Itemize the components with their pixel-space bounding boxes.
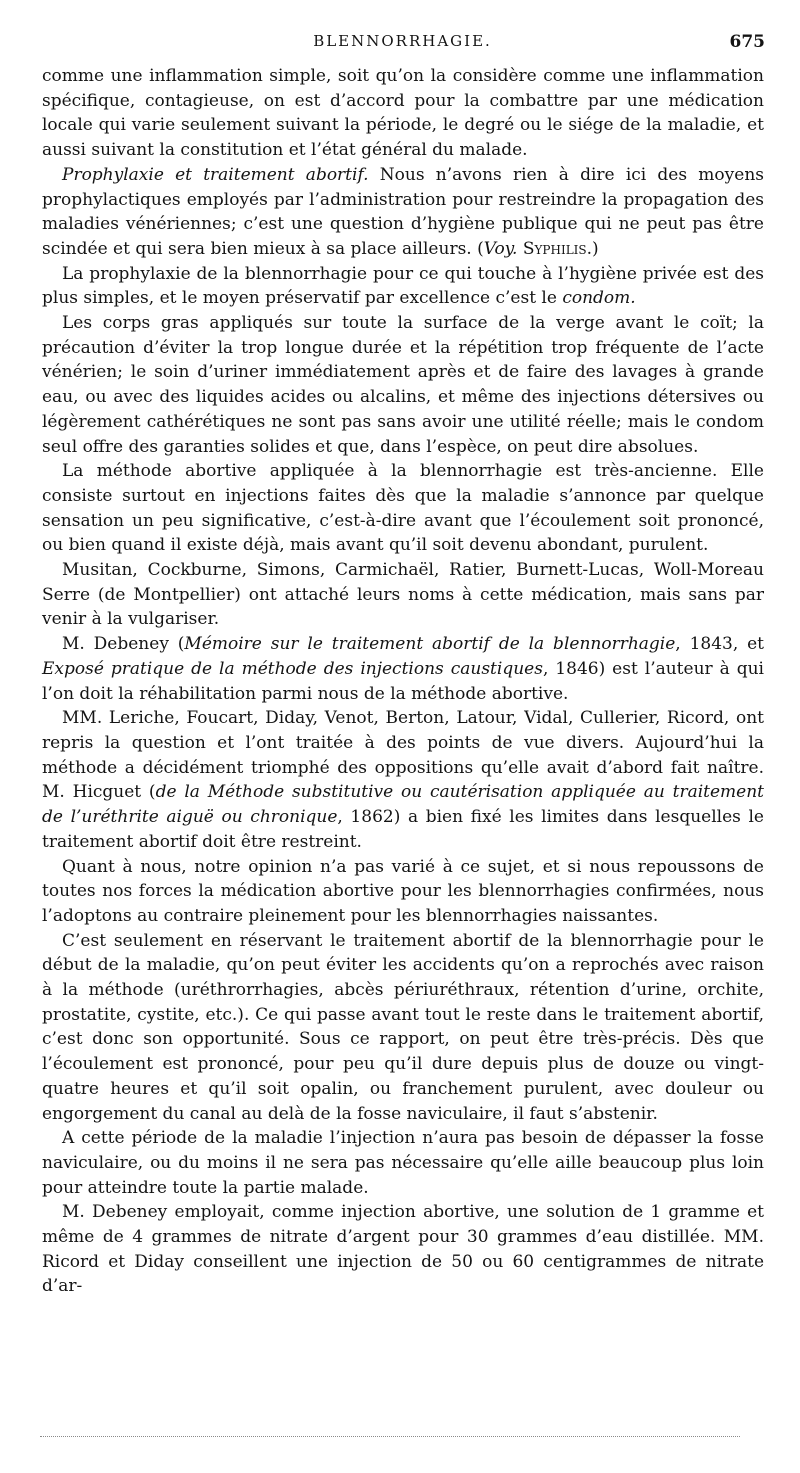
text-run: C’est seulement en réservant le traitement abortif de la blennorrhagie pour le début de la maladie, qu’on peut éviter les accidents qu’on a reprochés avec raison à la méthode (uréthrorrhagies, abcès périuréthraux, rétention d’urine, orchite, prostatite, cystite, etc.). Ce qui passe avant tout le reste dans le traitement abortif, c’est donc son opportunité. Sous ce rapport, on peut être très-précis. Dès que l’écoulement est prononcé, pour peu qu’il dure depuis plus de douze ou vingt-quatre heures et qu’il soit opalin, ou franchement purulent, avec douleur ou engorgement du canal au delà de la fosse naviculaire, il faut s’abstenir. (42, 930, 764, 1124)
page-number: 675 (729, 32, 765, 52)
paragraph (42, 459, 764, 558)
text-run: La méthode abortive appliquée à la blennorrhagie est très-ancienne. Elle consiste surtout en injections faites dès que la maladie s’annonce par quelque sensation un peu significative, c’est-à-dire avant que l’écoulement soit prononcé, ou bien quand il existe déjà, mais avant qu’il soit devenu abondant, purulent. (42, 461, 764, 556)
paragraph (42, 1126, 764, 1200)
paragraph (42, 632, 764, 706)
running-title: BLENNORRHAGIE. (313, 32, 492, 50)
text-run: Exposé pratique de la méthode des injections caustiques (42, 658, 543, 679)
paragraph (42, 558, 764, 632)
text-run: Prophylaxie et traitement abortif. (62, 164, 369, 185)
text-run: Quant à nous, notre opinion n’a pas varié à ce sujet, et si nous repoussons de toutes nos forces la médication abortive pour les blennorrhagies confirmées, nous l’adoptons au contraire pleinement pour les blennorrhagies naissantes. (42, 856, 764, 926)
text-run: de la Méthode substitutive ou cautérisation appliquée au traitement de l’uréthrite aiguë ou chronique (42, 782, 764, 828)
paragraph (42, 929, 764, 1127)
paragraph (42, 163, 764, 262)
body-text (42, 64, 764, 1299)
text-run: , 1862) a bien fixé les limites dans lesquelles le traitement abortif doit être restreint. (42, 807, 764, 852)
text-run: condom. (562, 288, 636, 309)
text-run: Mémoire sur le traitement abortif de la blennorrhagie (184, 634, 676, 655)
paragraph (42, 1200, 764, 1299)
text-run: , 1843, et (675, 634, 764, 655)
paragraph (42, 311, 764, 459)
paragraph (42, 855, 764, 929)
paragraph (42, 706, 764, 854)
text-run: La prophylaxie de la blennorrhagie pour ce qui touche à l’hygiène privée est des plus simples, et le moyen préservatif par excellence c’est le (42, 263, 764, 309)
text-run: A cette période de la maladie l’injection n’aura pas besoin de dépasser la fosse naviculaire, ou du moins il ne sera pas nécessaire qu’elle aille beaucoup plus loin pour atteindre toute la partie malade. (42, 1128, 764, 1198)
text-run: MM. Leriche, Foucart, Diday, Venot, Berton, Latour, Vidal, Cullerier, Ricord, ont repris la question et l’ont traitée à des points de vue divers. Aujourd’hui la méthode a décidément triomphé des oppositions qu’elle avait d’abord fait naître. M. Hicguet ( (42, 708, 764, 803)
text-run: Voy. (483, 238, 518, 259)
paragraph (42, 262, 764, 311)
text-run: Nous n’avons rien à dire ici des moyens prophylactiques employés par l’administration pour restreindre la propagation des maladies vénériennes; c’est une question d’hygiène publique qui ne peut pas être scindée et qui sera bien mieux à sa place ailleurs. ( (42, 164, 764, 259)
text-run: comme une inflammation simple, soit qu’on la considère comme une inflammation spécifique, contagieuse, on est d’accord pour la combattre par une médication locale qui varie seulement suivant la période, le degré ou le siége de la maladie, et aussi suivant la constitution et l’état général du malade. (42, 66, 764, 161)
footer-rule (40, 1430, 740, 1437)
text-run: Syphilis. (522, 238, 593, 259)
paragraph (42, 64, 764, 163)
text-run: Les corps gras appliqués sur toute la surface de la verge avant le coït; la précaution d’éviter la trop longue durée et la répétition trop fréquente de l’acte vénérien; le soin d’uriner immédiatement après et de faire des lavages à grande eau, ou avec des liquides acides ou alcalins, et même des injections détersives ou légèrement cathérétiques ne sont pas sans avoir une utilité réelle; mais le condom seul offre des garanties solides et que, dans l’espèce, on peut dire absolues. (42, 313, 764, 457)
text-run: M. Debeney employait, comme injection abortive, une solution de 1 gramme et même de 4 grammes de nitrate d’argent pour 30 grammes d’eau distillée. MM. Ricord et Diday conseillent une injection de 50 ou 60 centigrammes de nitrate d’ar- (42, 1202, 764, 1297)
text-run: Musitan, Cockburne, Simons, Carmichaël, Ratier, Burnett-Lucas, Woll-Moreau Serre (de Montpellier) ont attaché leurs noms à cette médication, mais sans par venir à la vulgariser. (42, 560, 764, 630)
page-header (40, 30, 765, 54)
text-run: , 1846) est l’auteur à qui l’on doit la réhabilitation parmi nous de la méthode abortive. (42, 658, 764, 704)
text-run: M. Debeney ( (62, 634, 185, 655)
text-run: ) (592, 238, 599, 259)
